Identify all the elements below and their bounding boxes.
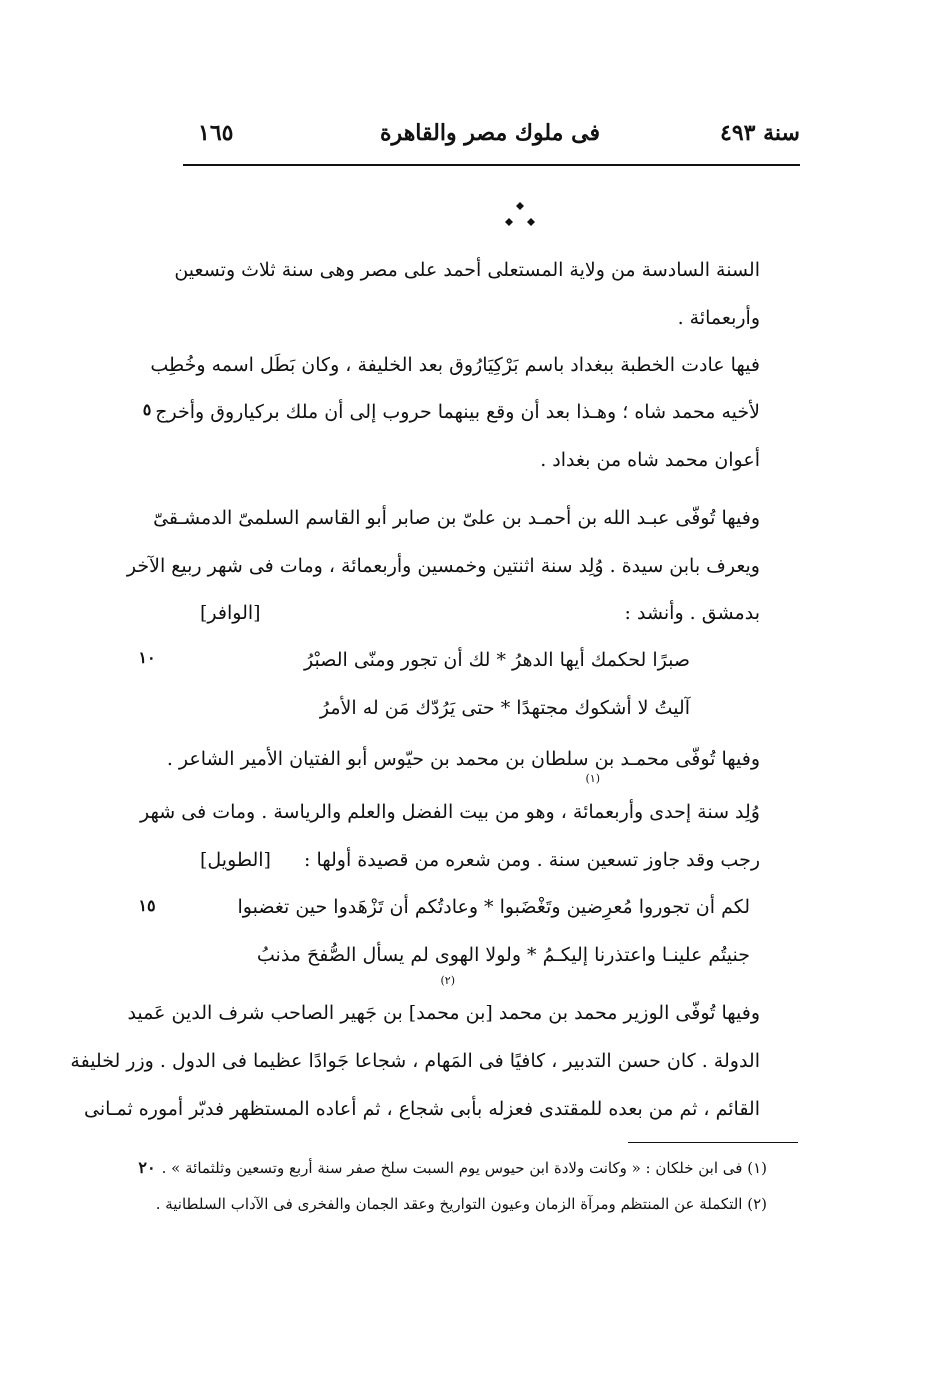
- text-line: لأخيه محمد شاه ؛ وهـذا بعد أن وقع بينهما حروب إلى أن ملك بركياروق وأخرج: [155, 401, 760, 423]
- text-line: وفيها تُوفّى محمـد بن سلطان بن محمد بن حيّوس أبو الفتيان الأمير الشاعر .: [166, 748, 760, 770]
- footnote-mark: (٢): [440, 974, 455, 987]
- line-number: ٢٠: [138, 1158, 156, 1177]
- line-number: ٥: [142, 400, 152, 419]
- header-page-number: ١٦٥: [198, 120, 234, 146]
- text-line: أعوان محمد شاه من بغداد .: [540, 449, 760, 471]
- line-number: ١٥: [138, 896, 156, 915]
- text-line: ويعرف بابن سيدة . وُلِد سنة اثنتين وخمسين وأربعمائة ، ومات فى شهر ربيع الآخر: [126, 555, 760, 577]
- text-line: وُلِد سنة إحدى وأربعمائة ، وهو من بيت الفضل والعلم والرياسة . ومات فى شهر: [140, 801, 760, 823]
- verse-line: لكم أن تجوروا مُعرِضين وتَغْضَبوا * وعادتُكم أن تَزْهَدوا حين تغضبوا: [237, 896, 750, 918]
- text-line: السنة السادسة من ولاية المستعلى أحمد على مصر وهى سنة ثلاث وتسعين: [174, 259, 760, 281]
- footnote: (٢) التكملة عن المنتظم ومرآة الزمان وعيون التواريخ وعقد الجمان والفخرى فى الآداب السلطانية .: [155, 1195, 767, 1213]
- text-line: رجب وقد جاوز تسعين سنة . ومن شعره من قصيدة أولها :: [304, 849, 760, 871]
- meter-label: [الطويل]: [200, 849, 271, 871]
- footnote-rule: [628, 1142, 798, 1143]
- footnote: (١) فى ابن خلكان : « وكانت ولادة ابن حيوس يوم السبت سلخ صفر سنة أربع وتسعين وثلثمائة » .: [161, 1159, 767, 1177]
- text-line: بدمشق . وأنشد :: [624, 602, 760, 624]
- line-number: ١٠: [138, 648, 156, 667]
- text-line: وفيها تُوفّى الوزير محمد بن محمد [بن محمد] بن جَهير الصاحب شرف الدين عَميد: [127, 1002, 760, 1024]
- text-line: وفيها تُوفّى عبـد الله بن أحمـد بن علىّ بن صابر أبو القاسم السلمىّ الدمشـقىّ: [153, 507, 760, 529]
- text-line: القائم ، ثم من بعده للمقتدى فعزله بأبى شجاع ، ثم أعاده المستظهر فدبّر أموره ثمـانى: [84, 1098, 760, 1120]
- verse-line: جنيتُم علينـا واعتذرنا إليكـمُ * ولولا الهوى لم يسأل الصُّفحَ مذنبُ: [256, 944, 750, 966]
- verse-line: صبرًا لحكمك أيها الدهرُ * لك أن تجور ومنّى الصبْرُ: [304, 649, 690, 671]
- header-year: سنة ٤٩٣: [720, 120, 800, 146]
- header-title: فى ملوك مصر والقاهرة: [380, 120, 600, 146]
- verse-line: آليتُ لا أشكوك مجتهدًا * حتى يَرُدّك مَن له الأمرُ: [319, 697, 690, 719]
- footnote-mark: (١): [585, 772, 600, 785]
- meter-label: [الوافر]: [200, 602, 261, 624]
- text-line: الدولة . كان حسن التدبير ، كافيًا فى المَهام ، شجاعا جَوادًا عظيما فى الدول . وزر لخليفة: [70, 1050, 760, 1072]
- text-line: وأربعمائة .: [677, 307, 760, 329]
- text-line: فيها عادت الخطبة ببغداد باسم بَرْكِيَارُوق بعد الخليفة ، وكان بَطَل اسمه وخُطِب: [150, 354, 760, 376]
